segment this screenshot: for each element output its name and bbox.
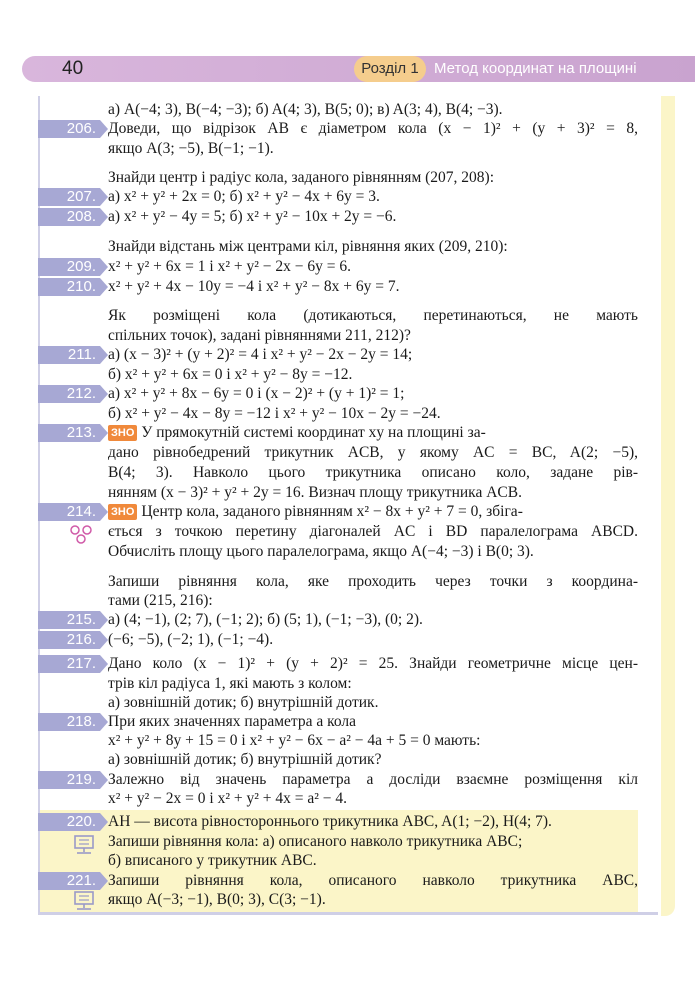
chapter-title: Метод координат на площині xyxy=(434,60,637,77)
text-line xyxy=(108,423,638,443)
zno-badge: ЗНО xyxy=(108,504,137,520)
text-line: а) зовнішній дотик; б) внутрішній дотик? xyxy=(108,751,382,768)
problem-number: 208. xyxy=(38,208,100,226)
group-work-icon xyxy=(66,522,96,546)
text-line: Обчисліть площу цього паралелограма, якщо A(−4; −3) і B(0; 3). xyxy=(108,543,534,560)
text-line: а) x² + y² − 4y = 5; б) x² + y² − 10x + 2y = −6. xyxy=(108,208,397,225)
computer-icon xyxy=(72,890,96,912)
text-line: x² + y² + 4x − 10y = −4 і x² + y² − 8x + 6y = 7. xyxy=(108,278,400,295)
text-line: ється з точкою перетину діагоналей AC і BD паралелограма ABCD. xyxy=(108,523,638,540)
text-line: Доведи, що відрізок AB є діаметром кола (x − 1)² + (y + 3)² = 8, xyxy=(108,120,638,137)
text-line: б) вписаного у трикутник ABC. xyxy=(108,852,317,869)
text-line: а) A(−4; 3), B(−4; −3); б) A(4; 3), B(5; 0); в) A(3; 4), B(4; −3). xyxy=(108,101,503,118)
bottom-rule xyxy=(38,912,658,915)
right-strip xyxy=(661,96,675,916)
text-line: а) x² + y² + 2x = 0; б) x² + y² − 4x + 6y = 3. xyxy=(108,188,380,205)
problem-number: 211. xyxy=(38,346,100,364)
text-line xyxy=(108,502,638,522)
text-line: тами (215, 216): xyxy=(108,592,213,609)
text-line: а) x² + y² + 8x − 6y = 0 і (x − 2)² + (y + 1)² = 1; xyxy=(108,385,405,402)
computer-icon xyxy=(72,834,96,856)
text-line: якщо A(−3; −1), B(0; 3), C(3; −1). xyxy=(108,891,326,908)
text-line: б) x² + y² − 4x − 8y = −12 і x² + y² − 10x − 2y = −24. xyxy=(108,405,441,422)
problem-number: 209. xyxy=(38,258,100,276)
text-line: Знайди центр і радіус кола, заданого рівнянням (207, 208): xyxy=(108,169,495,186)
section-pill: Розділ 1 xyxy=(354,56,426,82)
text-line: Запиши рівняння кола, яке проходить через точки з координа- xyxy=(108,573,638,590)
text-line: x² + y² + 8y + 15 = 0 і x² + y² − 6x − a² − 4a + 5 = 0 мають: xyxy=(108,732,481,749)
problem-number: 214. xyxy=(38,503,100,521)
text-line: (−6; −5), (−2; 1), (−1; −4). xyxy=(108,631,274,648)
problem-number: 213. xyxy=(38,424,100,442)
text-line: а) (4; −1), (2; 7), (−1; 2); б) (5; 1), (−1; −3), (0; 2). xyxy=(108,611,423,628)
text-span: Центр кола, заданого рівнянням x² − 8x + y² + 7 = 0, збіга- xyxy=(141,503,523,520)
text-line: спільних точок), задані рівняннями 211, 212)? xyxy=(108,327,411,344)
text-line: При яких значеннях параметра a кола xyxy=(108,713,357,730)
problem-number: 216. xyxy=(38,631,100,649)
text-line: x² + y² + 6x = 1 і x² + y² − 2x − 6y = 6. xyxy=(108,258,351,275)
problem-number: 219. xyxy=(38,771,100,789)
problem-number: 217. xyxy=(38,655,100,673)
text-line: x² + y² − 2x = 0 і x² + y² + 4x = a² − 4. xyxy=(108,790,347,807)
text-line: а) (x − 3)² + (y + 2)² = 4 і x² + y² − 2x − 2y = 14; xyxy=(108,346,413,363)
problem-number: 210. xyxy=(38,278,100,296)
text-line: Як розміщені кола (дотикаються, перетинаються, не мають xyxy=(108,307,638,324)
problem-number: 221. xyxy=(38,872,100,890)
text-line: B(4; 3). Навколо цього трикутника описано коло, задане рів- xyxy=(108,464,638,481)
zno-badge: ЗНО xyxy=(108,425,137,441)
text-line: якщо A(3; −5), B(−1; −1). xyxy=(108,140,274,157)
text-line: дано рівнобедрений трикутник ACB, у якому AC = BC, A(2; −5), xyxy=(108,444,638,461)
problem-number: 212. xyxy=(38,385,100,403)
text-line: б) x² + y² + 6x = 0 і x² + y² − 8y = −12. xyxy=(108,366,353,383)
problem-number: 206. xyxy=(38,120,100,138)
text-line: AH — висота рівностороннього трикутника ABC, A(1; −2), H(4; 7). xyxy=(108,813,552,830)
problem-number: 220. xyxy=(38,813,100,831)
problem-number: 215. xyxy=(38,611,100,629)
problem-number: 218. xyxy=(38,713,100,731)
text-line: Запиши рівняння кола, описаного навколо трикутника ABC, xyxy=(108,872,638,889)
text-span: У прямокутній системі координат xy на площині за- xyxy=(141,424,486,441)
text-line: Знайди відстань між центрами кіл, рівняння яких (209, 210): xyxy=(108,238,508,255)
text-line: нянням (x − 3)² + y² + 2y = 16. Визнач площу трикутника ACB. xyxy=(108,484,522,501)
text-line: трів кіл радіуса 1, які мають з колом: xyxy=(108,675,352,692)
text-line: Дано коло (x − 1)² + (y + 2)² = 25. Знайди геометричне місце цен- xyxy=(108,655,638,672)
text-line: а) зовнішній дотик; б) внутрішній дотик. xyxy=(108,694,379,711)
page-number: 40 xyxy=(62,58,84,79)
problem-number: 207. xyxy=(38,188,100,206)
text-line: Залежно від значень параметра a досліди взаємне розміщення кіл xyxy=(108,771,638,788)
text-line: Запиши рівняння кола: а) описаного навколо трикутника ABC; xyxy=(108,833,523,850)
